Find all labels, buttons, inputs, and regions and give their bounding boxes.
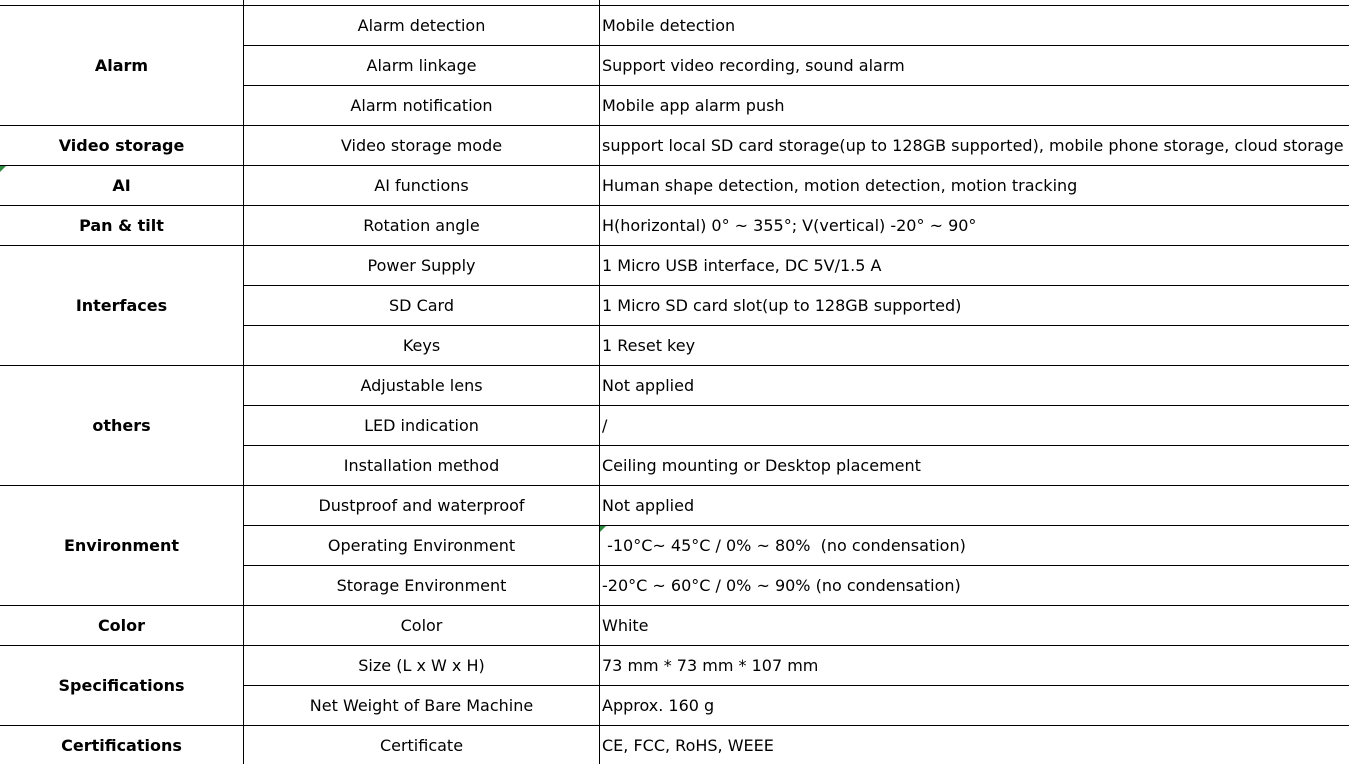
item-cell: Storage Environment (244, 566, 600, 606)
value-cell: Human shape detection, motion detection, motion tracking (600, 166, 1349, 206)
value-cell: Not applied (600, 486, 1349, 526)
table-row (0, 166, 1349, 206)
value-cell: White (600, 606, 1349, 646)
comment-marker-icon (600, 526, 606, 532)
item-cell: Color (244, 606, 600, 646)
category-specifications: Specifications (0, 646, 244, 726)
item-cell: Net Weight of Bare Machine (244, 686, 600, 726)
item-cell: AI functions (244, 166, 600, 206)
category-color: Color (0, 606, 244, 646)
value-cell: -10°C~ 45°C / 0% ~ 80% (no condensation) (600, 526, 1349, 566)
category-others: others (0, 366, 244, 486)
category-video-storage: Video storage (0, 126, 244, 166)
comment-marker-icon (0, 166, 6, 172)
item-cell: Rotation angle (244, 206, 600, 246)
value-cell: Not applied (600, 366, 1349, 406)
value-cell: CE, FCC, RoHS, WEEE (600, 726, 1349, 764)
item-cell: Alarm notification (244, 86, 600, 126)
item-cell: Installation method (244, 446, 600, 486)
category-certifications: Certifications (0, 726, 244, 764)
table-row (0, 646, 1349, 686)
table-row (0, 246, 1349, 286)
table-row (0, 486, 1349, 526)
table-row (0, 206, 1349, 246)
value-cell: Approx. 160 g (600, 686, 1349, 726)
item-cell: Power Supply (244, 246, 600, 286)
category-interfaces: Interfaces (0, 246, 244, 366)
value-cell: 1 Reset key (600, 326, 1349, 366)
value-cell: / (600, 406, 1349, 446)
value-cell: 1 Micro USB interface, DC 5V/1.5 A (600, 246, 1349, 286)
table-row (0, 606, 1349, 646)
value-cell: Support video recording, sound alarm (600, 46, 1349, 86)
category-alarm: Alarm (0, 6, 244, 126)
item-cell: SD Card (244, 286, 600, 326)
table-row (0, 726, 1349, 764)
table-row (0, 126, 1349, 166)
item-cell: Video storage mode (244, 126, 600, 166)
item-cell: Dustproof and waterproof (244, 486, 600, 526)
value-cell: Mobile detection (600, 6, 1349, 46)
value-cell: Ceiling mounting or Desktop placement (600, 446, 1349, 486)
value-cell: support local SD card storage(up to 128GB supported), mobile phone storage, cloud storage (600, 126, 1349, 166)
table-row (0, 6, 1349, 46)
item-cell: Size (L x W x H) (244, 646, 600, 686)
item-cell: Certificate (244, 726, 600, 764)
item-cell: Operating Environment (244, 526, 600, 566)
value-cell: Mobile app alarm push (600, 86, 1349, 126)
item-cell: Alarm detection (244, 6, 600, 46)
item-cell: Adjustable lens (244, 366, 600, 406)
table-row (0, 366, 1349, 406)
category-environment: Environment (0, 486, 244, 606)
value-cell: 73 mm * 73 mm * 107 mm (600, 646, 1349, 686)
value-cell: H(horizontal) 0° ~ 355°; V(vertical) -20° ~ 90° (600, 206, 1349, 246)
item-cell: Alarm linkage (244, 46, 600, 86)
category-ai: AI (0, 166, 244, 206)
item-cell: LED indication (244, 406, 600, 446)
category-pan-tilt: Pan & tilt (0, 206, 244, 246)
value-cell: 1 Micro SD card slot(up to 128GB supported) (600, 286, 1349, 326)
value-cell: -20°C ~ 60°C / 0% ~ 90% (no condensation) (600, 566, 1349, 606)
item-cell: Keys (244, 326, 600, 366)
